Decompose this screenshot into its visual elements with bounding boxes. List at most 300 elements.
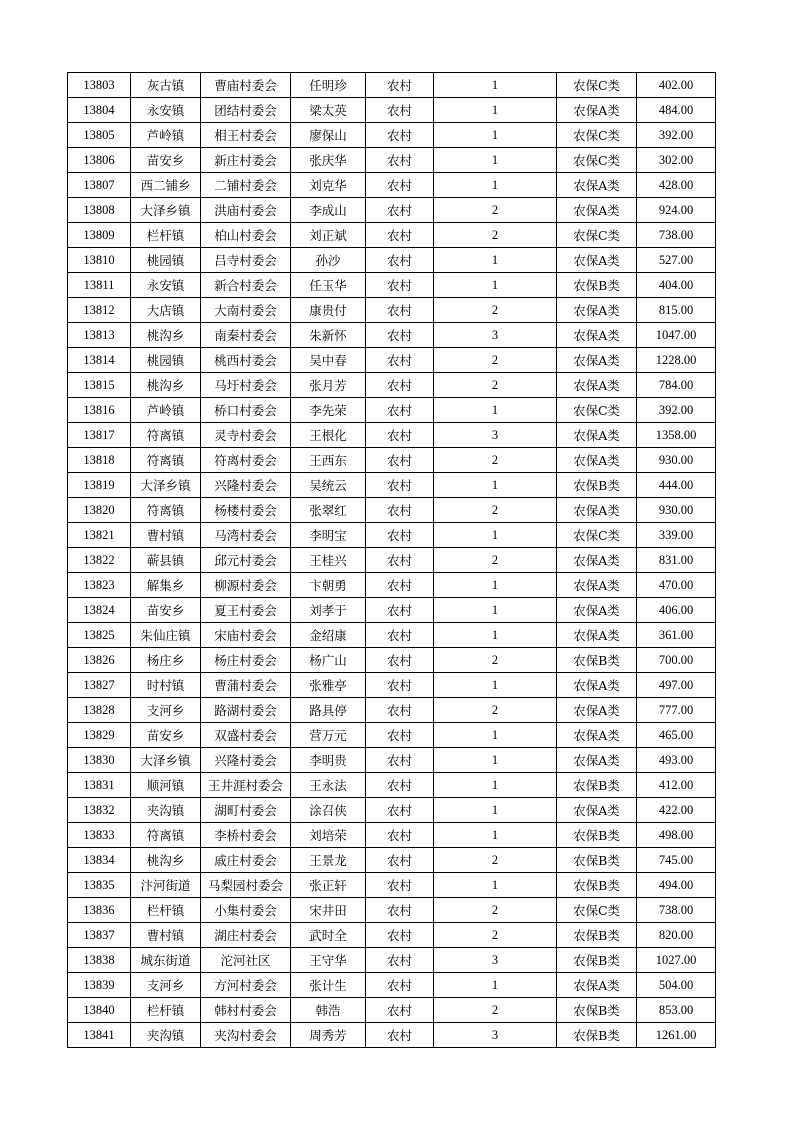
record-id-cell: 13827 [68,673,131,698]
amount-cell: 465.00 [637,723,716,748]
township-cell: 芦岭镇 [131,398,201,423]
record-id-cell: 13813 [68,323,131,348]
insurance-class-cell: 农保C类 [557,148,637,173]
person-count-cell: 2 [434,548,557,573]
township-cell: 苗安乡 [131,723,201,748]
person-count-cell: 1 [434,673,557,698]
name-cell: 李先荣 [291,398,366,423]
amount-cell: 402.00 [637,73,716,98]
village-cell: 方河村委会 [201,973,291,998]
record-id-cell: 13818 [68,448,131,473]
township-cell: 桃园镇 [131,248,201,273]
insurance-class-cell: 农保B类 [557,923,637,948]
insurance-class-cell: 农保A类 [557,573,637,598]
name-cell: 王桂兴 [291,548,366,573]
village-cell: 兴隆村委会 [201,748,291,773]
name-cell: 王根化 [291,423,366,448]
township-cell: 夹沟镇 [131,798,201,823]
amount-cell: 527.00 [637,248,716,273]
insurance-class-cell: 农保B类 [557,848,637,873]
table-body [68,73,716,1048]
record-id-cell: 13806 [68,148,131,173]
household-type-cell: 农村 [366,1023,434,1048]
village-cell: 宋庙村委会 [201,623,291,648]
name-cell: 吴中春 [291,348,366,373]
table-row [68,573,716,598]
insurance-class-cell: 农保A类 [557,698,637,723]
name-cell: 王景龙 [291,848,366,873]
village-cell: 桃西村委会 [201,348,291,373]
amount-cell: 738.00 [637,898,716,923]
household-type-cell: 农村 [366,398,434,423]
township-cell: 符离镇 [131,448,201,473]
record-id-cell: 13833 [68,823,131,848]
household-type-cell: 农村 [366,523,434,548]
table-row [68,623,716,648]
insurance-class-cell: 农保C类 [557,123,637,148]
table-row [68,198,716,223]
record-id-cell: 13805 [68,123,131,148]
record-id-cell: 13815 [68,373,131,398]
record-id-cell: 13839 [68,973,131,998]
village-cell: 新合村委会 [201,273,291,298]
table-row [68,498,716,523]
village-cell: 大南村委会 [201,298,291,323]
township-cell: 大泽乡镇 [131,198,201,223]
village-cell: 兴隆村委会 [201,473,291,498]
table-row [68,998,716,1023]
village-cell: 南秦村委会 [201,323,291,348]
name-cell: 王永法 [291,773,366,798]
person-count-cell: 1 [434,973,557,998]
record-id-cell: 13841 [68,1023,131,1048]
table-row [68,773,716,798]
record-id-cell: 13819 [68,473,131,498]
amount-cell: 820.00 [637,923,716,948]
household-type-cell: 农村 [366,923,434,948]
record-id-cell: 13803 [68,73,131,98]
amount-cell: 930.00 [637,448,716,473]
township-cell: 西二铺乡 [131,173,201,198]
village-cell: 洪庙村委会 [201,198,291,223]
insurance-class-cell: 农保A类 [557,498,637,523]
person-count-cell: 1 [434,473,557,498]
amount-cell: 1261.00 [637,1023,716,1048]
village-cell: 曹蒲村委会 [201,673,291,698]
person-count-cell: 1 [434,173,557,198]
name-cell: 孙沙 [291,248,366,273]
person-count-cell: 1 [434,573,557,598]
township-cell: 夹沟镇 [131,1023,201,1048]
record-id-cell: 13834 [68,848,131,873]
household-type-cell: 农村 [366,73,434,98]
township-cell: 永安镇 [131,98,201,123]
village-cell: 邱元村委会 [201,548,291,573]
amount-cell: 930.00 [637,498,716,523]
table-row [68,698,716,723]
table-row [68,373,716,398]
table-row [68,423,716,448]
table-row [68,598,716,623]
village-cell: 路湖村委会 [201,698,291,723]
insurance-class-cell: 农保A类 [557,198,637,223]
amount-cell: 484.00 [637,98,716,123]
amount-cell: 470.00 [637,573,716,598]
record-id-cell: 13837 [68,923,131,948]
village-cell: 湖町村委会 [201,798,291,823]
village-cell: 马圩村委会 [201,373,291,398]
household-type-cell: 农村 [366,823,434,848]
township-cell: 顺河镇 [131,773,201,798]
person-count-cell: 1 [434,823,557,848]
name-cell: 刘孝于 [291,598,366,623]
name-cell: 张雅亭 [291,673,366,698]
amount-cell: 700.00 [637,648,716,673]
township-cell: 栏杆镇 [131,998,201,1023]
household-type-cell: 农村 [366,448,434,473]
household-type-cell: 农村 [366,648,434,673]
name-cell: 任玉华 [291,273,366,298]
person-count-cell: 1 [434,798,557,823]
table-row [68,848,716,873]
insurance-class-cell: 农保A类 [557,673,637,698]
household-type-cell: 农村 [366,548,434,573]
insurance-class-cell: 农保C类 [557,398,637,423]
household-type-cell: 农村 [366,948,434,973]
household-type-cell: 农村 [366,698,434,723]
village-cell: 杨楼村委会 [201,498,291,523]
person-count-cell: 2 [434,498,557,523]
table-row [68,473,716,498]
table-row [68,273,716,298]
table-row [68,298,716,323]
record-id-cell: 13816 [68,398,131,423]
amount-cell: 428.00 [637,173,716,198]
name-cell: 金绍康 [291,623,366,648]
person-count-cell: 1 [434,148,557,173]
record-id-cell: 13826 [68,648,131,673]
table-row [68,923,716,948]
household-type-cell: 农村 [366,198,434,223]
township-cell: 朱仙庄镇 [131,623,201,648]
township-cell: 时村镇 [131,673,201,698]
village-cell: 夹沟村委会 [201,1023,291,1048]
person-count-cell: 1 [434,248,557,273]
person-count-cell: 1 [434,873,557,898]
person-count-cell: 2 [434,348,557,373]
insurance-class-cell: 农保A类 [557,748,637,773]
record-id-cell: 13817 [68,423,131,448]
household-type-cell: 农村 [366,173,434,198]
name-cell: 张月芳 [291,373,366,398]
amount-cell: 1027.00 [637,948,716,973]
name-cell: 刘正斌 [291,223,366,248]
township-cell: 灰古镇 [131,73,201,98]
village-cell: 李桥村委会 [201,823,291,848]
table-row [68,723,716,748]
household-type-cell: 农村 [366,248,434,273]
amount-cell: 504.00 [637,973,716,998]
amount-cell: 392.00 [637,123,716,148]
record-id-cell: 13804 [68,98,131,123]
amount-cell: 444.00 [637,473,716,498]
insurance-class-cell: 农保A类 [557,348,637,373]
household-type-cell: 农村 [366,673,434,698]
allowance-table [67,72,716,1048]
table-row [68,898,716,923]
record-id-cell: 13809 [68,223,131,248]
township-cell: 桃沟乡 [131,848,201,873]
name-cell: 吴统云 [291,473,366,498]
insurance-class-cell: 农保A类 [557,723,637,748]
table-row [68,148,716,173]
insurance-class-cell: 农保B类 [557,873,637,898]
household-type-cell: 农村 [366,373,434,398]
table-row [68,948,716,973]
record-id-cell: 13831 [68,773,131,798]
village-cell: 双盛村委会 [201,723,291,748]
insurance-class-cell: 农保B类 [557,823,637,848]
amount-cell: 831.00 [637,548,716,573]
table-row [68,73,716,98]
household-type-cell: 农村 [366,498,434,523]
township-cell: 栏杆镇 [131,898,201,923]
table-row [68,223,716,248]
name-cell: 任明珍 [291,73,366,98]
household-type-cell: 农村 [366,98,434,123]
table-row [68,823,716,848]
record-id-cell: 13832 [68,798,131,823]
household-type-cell: 农村 [366,598,434,623]
record-id-cell: 13821 [68,523,131,548]
table-row [68,798,716,823]
insurance-class-cell: 农保B类 [557,648,637,673]
person-count-cell: 1 [434,98,557,123]
insurance-class-cell: 农保A类 [557,423,637,448]
table-row [68,648,716,673]
village-cell: 灵寺村委会 [201,423,291,448]
township-cell: 苗安乡 [131,598,201,623]
person-count-cell: 1 [434,748,557,773]
table-row [68,123,716,148]
amount-cell: 412.00 [637,773,716,798]
record-id-cell: 13814 [68,348,131,373]
name-cell: 涂召侠 [291,798,366,823]
village-cell: 韩村村委会 [201,998,291,1023]
amount-cell: 494.00 [637,873,716,898]
insurance-class-cell: 农保A类 [557,448,637,473]
name-cell: 韩浩 [291,998,366,1023]
insurance-class-cell: 农保A类 [557,798,637,823]
insurance-class-cell: 农保A类 [557,173,637,198]
township-cell: 支河乡 [131,698,201,723]
amount-cell: 339.00 [637,523,716,548]
person-count-cell: 1 [434,123,557,148]
person-count-cell: 2 [434,648,557,673]
village-cell: 马梨园村委会 [201,873,291,898]
village-cell: 吕寺村委会 [201,248,291,273]
record-id-cell: 13824 [68,598,131,623]
township-cell: 桃沟乡 [131,373,201,398]
table-row [68,448,716,473]
village-cell: 桥口村委会 [201,398,291,423]
amount-cell: 853.00 [637,998,716,1023]
insurance-class-cell: 农保B类 [557,948,637,973]
name-cell: 武时全 [291,923,366,948]
township-cell: 解集乡 [131,573,201,598]
insurance-class-cell: 农保B类 [557,773,637,798]
insurance-class-cell: 农保B类 [557,998,637,1023]
person-count-cell: 1 [434,723,557,748]
household-type-cell: 农村 [366,773,434,798]
household-type-cell: 农村 [366,573,434,598]
amount-cell: 1358.00 [637,423,716,448]
table-row [68,748,716,773]
household-type-cell: 农村 [366,723,434,748]
village-cell: 小集村委会 [201,898,291,923]
village-cell: 夏王村委会 [201,598,291,623]
person-count-cell: 2 [434,373,557,398]
household-type-cell: 农村 [366,873,434,898]
village-cell: 符离村委会 [201,448,291,473]
township-cell: 城东街道 [131,948,201,973]
village-cell: 湖庄村委会 [201,923,291,948]
person-count-cell: 2 [434,898,557,923]
household-type-cell: 农村 [366,273,434,298]
township-cell: 曹村镇 [131,923,201,948]
insurance-class-cell: 农保A类 [557,373,637,398]
township-cell: 支河乡 [131,973,201,998]
household-type-cell: 农村 [366,998,434,1023]
name-cell: 张庆华 [291,148,366,173]
insurance-class-cell: 农保C类 [557,898,637,923]
township-cell: 蕲县镇 [131,548,201,573]
township-cell: 大泽乡镇 [131,748,201,773]
household-type-cell: 农村 [366,473,434,498]
amount-cell: 738.00 [637,223,716,248]
household-type-cell: 农村 [366,148,434,173]
record-id-cell: 13838 [68,948,131,973]
person-count-cell: 2 [434,923,557,948]
village-cell: 沱河社区 [201,948,291,973]
person-count-cell: 1 [434,73,557,98]
insurance-class-cell: 农保A类 [557,973,637,998]
household-type-cell: 农村 [366,973,434,998]
amount-cell: 422.00 [637,798,716,823]
insurance-class-cell: 农保A类 [557,323,637,348]
person-count-cell: 2 [434,848,557,873]
person-count-cell: 2 [434,298,557,323]
record-id-cell: 13822 [68,548,131,573]
amount-cell: 498.00 [637,823,716,848]
person-count-cell: 1 [434,598,557,623]
table-row [68,398,716,423]
name-cell: 杨广山 [291,648,366,673]
record-id-cell: 13811 [68,273,131,298]
record-id-cell: 13812 [68,298,131,323]
household-type-cell: 农村 [366,323,434,348]
name-cell: 张计生 [291,973,366,998]
table-row [68,98,716,123]
name-cell: 梁太英 [291,98,366,123]
person-count-cell: 2 [434,223,557,248]
household-type-cell: 农村 [366,848,434,873]
table-row [68,348,716,373]
name-cell: 廖保山 [291,123,366,148]
township-cell: 符离镇 [131,423,201,448]
township-cell: 符离镇 [131,823,201,848]
person-count-cell: 3 [434,948,557,973]
person-count-cell: 3 [434,1023,557,1048]
township-cell: 永安镇 [131,273,201,298]
record-id-cell: 13808 [68,198,131,223]
amount-cell: 924.00 [637,198,716,223]
insurance-class-cell: 农保B类 [557,273,637,298]
table-row [68,548,716,573]
insurance-class-cell: 农保B类 [557,1023,637,1048]
insurance-class-cell: 农保A类 [557,598,637,623]
insurance-class-cell: 农保A类 [557,623,637,648]
township-cell: 苗安乡 [131,148,201,173]
person-count-cell: 2 [434,198,557,223]
name-cell: 李明宝 [291,523,366,548]
village-cell: 团结村委会 [201,98,291,123]
amount-cell: 497.00 [637,673,716,698]
insurance-class-cell: 农保A类 [557,298,637,323]
name-cell: 王西东 [291,448,366,473]
person-count-cell: 2 [434,448,557,473]
amount-cell: 361.00 [637,623,716,648]
household-type-cell: 农村 [366,623,434,648]
name-cell: 王守华 [291,948,366,973]
person-count-cell: 2 [434,698,557,723]
insurance-class-cell: 农保A类 [557,548,637,573]
table-row [68,873,716,898]
amount-cell: 406.00 [637,598,716,623]
insurance-class-cell: 农保C类 [557,223,637,248]
household-type-cell: 农村 [366,223,434,248]
township-cell: 栏杆镇 [131,223,201,248]
township-cell: 大泽乡镇 [131,473,201,498]
township-cell: 曹村镇 [131,523,201,548]
record-id-cell: 13840 [68,998,131,1023]
person-count-cell: 3 [434,323,557,348]
name-cell: 张正轩 [291,873,366,898]
village-cell: 柏山村委会 [201,223,291,248]
name-cell: 营万元 [291,723,366,748]
person-count-cell: 2 [434,998,557,1023]
table-row [68,973,716,998]
record-id-cell: 13807 [68,173,131,198]
amount-cell: 815.00 [637,298,716,323]
amount-cell: 493.00 [637,748,716,773]
table-row [68,248,716,273]
township-cell: 大店镇 [131,298,201,323]
record-id-cell: 13820 [68,498,131,523]
person-count-cell: 1 [434,523,557,548]
record-id-cell: 13829 [68,723,131,748]
name-cell: 宋井田 [291,898,366,923]
household-type-cell: 农村 [366,123,434,148]
table-row [68,1023,716,1048]
record-id-cell: 13835 [68,873,131,898]
table-row [68,173,716,198]
village-cell: 杨庄村委会 [201,648,291,673]
record-id-cell: 13823 [68,573,131,598]
township-cell: 符离镇 [131,498,201,523]
table-row [68,673,716,698]
amount-cell: 784.00 [637,373,716,398]
